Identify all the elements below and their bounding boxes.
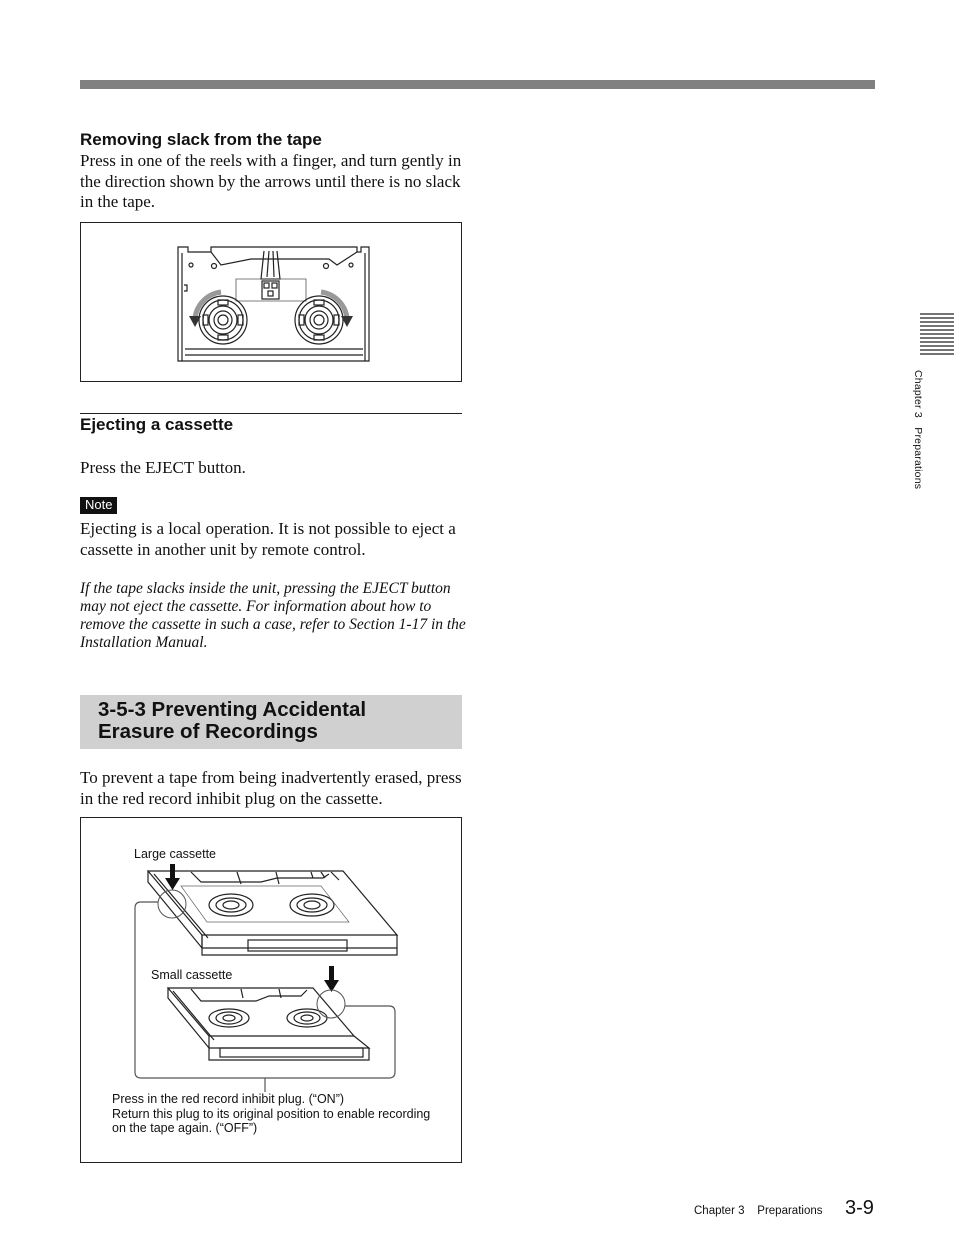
figure-cassette-reels (80, 222, 462, 382)
paragraph-prevent-erasure: To prevent a tape from being inadvertently erased, press in the red record inhibit plug on the cassette. (80, 768, 462, 808)
caption-line-2: Return this plug to its original position to enable recording (112, 1106, 431, 1121)
footer-chapter-label: Chapter 3 Preparations (694, 1205, 823, 1217)
caption-line-1: Press in the red record inhibit plug. (“ON”) (112, 1092, 345, 1106)
section-title-line-1: 3-5-3 Preventing Accidental (98, 698, 367, 721)
label-small-cassette: Small cassette (151, 968, 233, 982)
plug-highlight-small (317, 990, 345, 1018)
paragraph-eject: Press the EJECT button. (80, 458, 246, 477)
caption-line-3: on the tape again. (“OFF”) (112, 1121, 258, 1135)
section-divider (80, 413, 462, 414)
section-title-3-5-3 (98, 699, 458, 743)
section-title-line-2: Erasure of Recordings (98, 720, 318, 743)
heading-removing-slack: Removing slack from the tape (80, 130, 322, 149)
paragraph-removing-slack: Press in one of the reels with a finger, and turn gently in the direction shown by the arrows until there is no slack in the tape. (80, 151, 462, 211)
chapter-tab-marker (920, 312, 954, 358)
paragraph-italic-note: If the tape slacks inside the unit, pressing the EJECT button may not eject the cassette. For information about how to remove the cassette in such a case, refer to Section 1-17 in the Installation Manual. (80, 580, 466, 651)
cassette-reels-illustration (81, 223, 461, 381)
callout-bracket (135, 902, 395, 1078)
plug-highlight-large (158, 890, 186, 918)
side-chapter-label: Chapter 3 Preparations (912, 370, 924, 490)
heading-ejecting-cassette: Ejecting a cassette (80, 415, 234, 434)
figure-record-inhibit-plug (80, 817, 462, 1163)
figure-caption (112, 1092, 457, 1136)
note-badge: Note (80, 497, 117, 514)
arrow-down-small-icon (324, 966, 339, 992)
arrow-down-large-icon (165, 864, 180, 890)
label-large-cassette: Large cassette (134, 847, 216, 861)
header-rule (80, 80, 875, 89)
footer-page-number: 3-9 (845, 1197, 874, 1219)
paragraph-note: Ejecting is a local operation. It is not possible to eject a cassette in another unit by remote control. (80, 519, 456, 559)
